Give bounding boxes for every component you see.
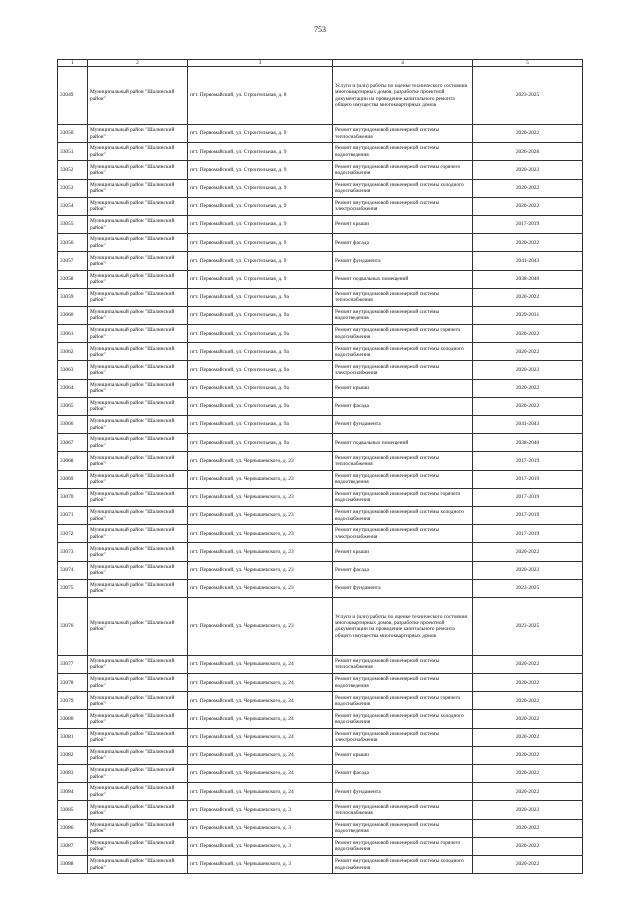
- municipal-district-cell: Муниципальный район "Шалинский район": [88, 674, 188, 692]
- table-row: [58, 710, 583, 728]
- municipal-district-cell: Муниципальный район "Шалинский район": [88, 783, 188, 801]
- page-number: 753: [314, 25, 326, 34]
- address-cell: пгт. Первомайский, ул. Чернышевского, д. 23: [188, 470, 333, 488]
- period-cell: 2017-2019: [473, 506, 583, 524]
- municipal-district-cell: Муниципальный район "Шалинский район": [88, 397, 188, 415]
- row-number-cell: 33081: [58, 728, 88, 746]
- work-type-cell: Ремонт внутридомовой инженерной системы электроснабжения: [333, 525, 473, 543]
- address-cell: пгт. Первомайский, ул. Строительная, д. 9: [188, 215, 333, 233]
- table-row: [58, 306, 583, 324]
- work-type-cell: Ремонт внутридомовой инженерной системы электроснабжения: [333, 728, 473, 746]
- table-row: [58, 67, 583, 125]
- table-row: [58, 837, 583, 855]
- address-cell: пгт. Первомайский, ул. Чернышевского, д. 24: [188, 746, 333, 764]
- address-cell: пгт. Первомайский, ул. Чернышевского, д. 23: [188, 543, 333, 561]
- period-cell: 2023-2025: [473, 579, 583, 597]
- table-row: [58, 252, 583, 270]
- work-type-cell: Ремонт внутридомовой инженерной системы водоотведения: [333, 470, 473, 488]
- municipal-district-cell: Муниципальный район "Шалинский район": [88, 215, 188, 233]
- address-cell: пгт. Первомайский, ул. Чернышевского, д. 23: [188, 452, 333, 470]
- row-number-cell: 33052: [58, 161, 88, 179]
- municipal-district-cell: Муниципальный район "Шалинский район": [88, 125, 188, 143]
- municipal-district-cell: Муниципальный район "Шалинский район": [88, 325, 188, 343]
- row-number-cell: 33063: [58, 361, 88, 379]
- table-row: [58, 855, 583, 873]
- row-number-cell: 33058: [58, 270, 88, 288]
- work-type-cell: Услуги и (или) работы по оценке технического состояния многоквартирных домов, разработке проектной документации на проведение капитального ремонта общего имущества многоквартирных домов: [333, 597, 473, 655]
- table-row: [58, 543, 583, 561]
- municipal-district-cell: Муниципальный район "Шалинский район": [88, 306, 188, 324]
- work-type-cell: Ремонт внутридомовой инженерной системы холодного водоснабжения: [333, 343, 473, 361]
- table-row: [58, 416, 583, 434]
- period-cell: 2020-2022: [473, 543, 583, 561]
- address-cell: пгт. Первомайский, ул. Чернышевского, д. 23: [188, 506, 333, 524]
- period-cell: 2038-2040: [473, 434, 583, 452]
- municipal-district-cell: Муниципальный район "Шалинский район": [88, 270, 188, 288]
- municipal-district-cell: Муниципальный район "Шалинский район": [88, 728, 188, 746]
- row-number-cell: 33065: [58, 397, 88, 415]
- row-number-cell: 33085: [58, 801, 88, 819]
- table-row: [58, 125, 583, 143]
- row-number-cell: 33071: [58, 506, 88, 524]
- work-type-cell: Ремонт фундамента: [333, 783, 473, 801]
- address-cell: пгт. Первомайский, ул. Строительная, д. 9а: [188, 361, 333, 379]
- address-cell: пгт. Первомайский, ул. Строительная, д. 9а: [188, 379, 333, 397]
- row-number-cell: 33082: [58, 746, 88, 764]
- row-number-cell: 33053: [58, 179, 88, 197]
- period-cell: 2041-2043: [473, 416, 583, 434]
- row-number-cell: 33088: [58, 855, 88, 873]
- row-number-cell: 33069: [58, 470, 88, 488]
- work-type-cell: Ремонт внутридомовой инженерной системы холодного водоснабжения: [333, 855, 473, 873]
- row-number-cell: 33077: [58, 655, 88, 673]
- period-cell: 2017-2019: [473, 488, 583, 506]
- row-number-cell: 33050: [58, 125, 88, 143]
- address-cell: пгт. Первомайский, ул. Чернышевского, д. 24: [188, 655, 333, 673]
- row-number-cell: 33068: [58, 452, 88, 470]
- municipal-district-cell: Муниципальный район "Шалинский район": [88, 837, 188, 855]
- address-cell: пгт. Первомайский, ул. Чернышевского, д. 24: [188, 710, 333, 728]
- table-row: [58, 746, 583, 764]
- address-cell: пгт. Первомайский, ул. Чернышевского, д. 23: [188, 525, 333, 543]
- table-row: [58, 234, 583, 252]
- table-header-row: [58, 60, 583, 67]
- address-cell: пгт. Первомайский, ул. Строительная, д. 9: [188, 143, 333, 161]
- address-cell: пгт. Первомайский, ул. Чернышевского, д. 23: [188, 561, 333, 579]
- municipal-district-cell: Муниципальный район "Шалинский район": [88, 434, 188, 452]
- table-row: [58, 728, 583, 746]
- row-number-cell: 33070: [58, 488, 88, 506]
- municipal-district-cell: Муниципальный район "Шалинский район": [88, 579, 188, 597]
- municipal-district-cell: Муниципальный район "Шалинский район": [88, 692, 188, 710]
- municipal-district-cell: Муниципальный район "Шалинский район": [88, 746, 188, 764]
- work-type-cell: Ремонт внутридомовой инженерной системы теплоснабжения: [333, 125, 473, 143]
- work-type-cell: Ремонт внутридомовой инженерной системы водоотведения: [333, 143, 473, 161]
- address-cell: пгт. Первомайский, ул. Чернышевского, д. 23: [188, 579, 333, 597]
- row-number-cell: 33084: [58, 783, 88, 801]
- period-cell: 2020-2022: [473, 234, 583, 252]
- period-cell: 2023-2025: [473, 67, 583, 125]
- table-row: [58, 470, 583, 488]
- period-cell: 2020-2022: [473, 179, 583, 197]
- row-number-cell: 33061: [58, 325, 88, 343]
- municipal-district-cell: Муниципальный район "Шалинский район": [88, 161, 188, 179]
- table-row: [58, 561, 583, 579]
- row-number-cell: 33072: [58, 525, 88, 543]
- municipal-district-cell: Муниципальный район "Шалинский район": [88, 234, 188, 252]
- address-cell: пгт. Первомайский, ул. Чернышевского, д. 3: [188, 801, 333, 819]
- address-cell: пгт. Первомайский, ул. Строительная, д. 9а: [188, 343, 333, 361]
- period-cell: 2020-2022: [473, 161, 583, 179]
- municipal-district-cell: Муниципальный район "Шалинский район": [88, 655, 188, 673]
- address-cell: пгт. Первомайский, ул. Строительная, д. 9: [188, 161, 333, 179]
- work-type-cell: Ремонт крыши: [333, 746, 473, 764]
- work-type-cell: Ремонт подвальных помещений: [333, 270, 473, 288]
- work-type-cell: Ремонт фасада: [333, 234, 473, 252]
- row-number-cell: 33073: [58, 543, 88, 561]
- column-header: 4: [333, 60, 473, 67]
- period-cell: 2020-2022: [473, 361, 583, 379]
- row-number-cell: 33057: [58, 252, 88, 270]
- repair-schedule-table: [57, 59, 583, 874]
- address-cell: пгт. Первомайский, ул. Строительная, д. 9а: [188, 306, 333, 324]
- period-cell: 2017-2019: [473, 215, 583, 233]
- table-row: [58, 215, 583, 233]
- work-type-cell: Ремонт внутридомовой инженерной системы горячего водоснабжения: [333, 692, 473, 710]
- row-number-cell: 33083: [58, 765, 88, 783]
- period-cell: 2020-2022: [473, 655, 583, 673]
- work-type-cell: Ремонт внутридомовой инженерной системы горячего водоснабжения: [333, 161, 473, 179]
- table-row: [58, 597, 583, 655]
- row-number-cell: 33059: [58, 288, 88, 306]
- address-cell: пгт. Первомайский, ул. Строительная, д. 9: [188, 234, 333, 252]
- row-number-cell: 33079: [58, 692, 88, 710]
- work-type-cell: Ремонт внутридомовой инженерной системы горячего водоснабжения: [333, 325, 473, 343]
- row-number-cell: 33064: [58, 379, 88, 397]
- column-header: 1: [58, 60, 88, 67]
- period-cell: 2017-2019: [473, 525, 583, 543]
- municipal-district-cell: Муниципальный район "Шалинский район": [88, 416, 188, 434]
- row-number-cell: 33066: [58, 416, 88, 434]
- table-row: [58, 692, 583, 710]
- table-row: [58, 801, 583, 819]
- work-type-cell: Ремонт фасада: [333, 397, 473, 415]
- work-type-cell: Ремонт внутридомовой инженерной системы водоотведения: [333, 819, 473, 837]
- address-cell: пгт. Первомайский, ул. Чернышевского, д. 3: [188, 837, 333, 855]
- period-cell: 2041-2043: [473, 252, 583, 270]
- municipal-district-cell: Муниципальный район "Шалинский район": [88, 561, 188, 579]
- period-cell: 2017-2019: [473, 452, 583, 470]
- column-header: 3: [188, 60, 333, 67]
- period-cell: 2026-2028: [473, 143, 583, 161]
- period-cell: 2020-2022: [473, 379, 583, 397]
- address-cell: пгт. Первомайский, ул. Строительная, д. 9а: [188, 325, 333, 343]
- row-number-cell: 33080: [58, 710, 88, 728]
- municipal-district-cell: Муниципальный район "Шалинский район": [88, 765, 188, 783]
- period-cell: 2017-2019: [473, 470, 583, 488]
- municipal-district-cell: Муниципальный район "Шалинский район": [88, 597, 188, 655]
- municipal-district-cell: Муниципальный район "Шалинский район": [88, 361, 188, 379]
- municipal-district-cell: Муниципальный район "Шалинский район": [88, 288, 188, 306]
- work-type-cell: Ремонт внутридомовой инженерной системы водоотведения: [333, 306, 473, 324]
- row-number-cell: 33076: [58, 597, 88, 655]
- table-row: [58, 674, 583, 692]
- table-row: [58, 819, 583, 837]
- table-row: [58, 452, 583, 470]
- municipal-district-cell: Муниципальный район "Шалинский район": [88, 252, 188, 270]
- table-row: [58, 197, 583, 215]
- period-cell: 2020-2022: [473, 728, 583, 746]
- address-cell: пгт. Первомайский, ул. Строительная, д. 9: [188, 197, 333, 215]
- municipal-district-cell: Муниципальный район "Шалинский район": [88, 855, 188, 873]
- municipal-district-cell: Муниципальный район "Шалинский район": [88, 470, 188, 488]
- table-row: [58, 488, 583, 506]
- work-type-cell: Ремонт крыши: [333, 543, 473, 561]
- period-cell: 2023-2025: [473, 597, 583, 655]
- address-cell: пгт. Первомайский, ул. Чернышевского, д. 24: [188, 674, 333, 692]
- work-type-cell: Ремонт фундамента: [333, 579, 473, 597]
- work-type-cell: Ремонт фундамента: [333, 252, 473, 270]
- address-cell: пгт. Первомайский, ул. Чернышевского, д. 24: [188, 692, 333, 710]
- row-number-cell: 33062: [58, 343, 88, 361]
- table-row: [58, 397, 583, 415]
- address-cell: пгт. Первомайский, ул. Строительная, д. 9: [188, 179, 333, 197]
- work-type-cell: Ремонт крыши: [333, 379, 473, 397]
- period-cell: 2020-2022: [473, 692, 583, 710]
- work-type-cell: Ремонт внутридомовой инженерной системы горячего водоснабжения: [333, 488, 473, 506]
- period-cell: 2020-2022: [473, 801, 583, 819]
- period-cell: 2020-2022: [473, 855, 583, 873]
- municipal-district-cell: Муниципальный район "Шалинский район": [88, 143, 188, 161]
- municipal-district-cell: Муниципальный район "Шалинский район": [88, 379, 188, 397]
- municipal-district-cell: Муниципальный район "Шалинский район": [88, 506, 188, 524]
- table-row: [58, 434, 583, 452]
- address-cell: пгт. Первомайский, ул. Строительная, д. 9а: [188, 397, 333, 415]
- address-cell: пгт. Первомайский, ул. Чернышевского, д. 24: [188, 765, 333, 783]
- period-cell: 2020-2022: [473, 765, 583, 783]
- table-row: [58, 343, 583, 361]
- period-cell: 2020-2022: [473, 125, 583, 143]
- work-type-cell: Ремонт внутридомовой инженерной системы горячего водоснабжения: [333, 837, 473, 855]
- period-cell: 2020-2022: [473, 197, 583, 215]
- address-cell: пгт. Первомайский, ул. Строительная, д. 9а: [188, 288, 333, 306]
- period-cell: 2020-2022: [473, 819, 583, 837]
- work-type-cell: Ремонт внутридомовой инженерной системы электроснабжения: [333, 361, 473, 379]
- table-row: [58, 361, 583, 379]
- period-cell: 2020-2022: [473, 325, 583, 343]
- work-type-cell: Ремонт внутридомовой инженерной системы холодного водоснабжения: [333, 710, 473, 728]
- municipal-district-cell: Муниципальный район "Шалинский район": [88, 801, 188, 819]
- period-cell: 2020-2022: [473, 746, 583, 764]
- row-number-cell: 33055: [58, 215, 88, 233]
- municipal-district-cell: Муниципальный район "Шалинский район": [88, 197, 188, 215]
- table-row: [58, 579, 583, 597]
- work-type-cell: Ремонт крыши: [333, 215, 473, 233]
- work-type-cell: Ремонт внутридомовой инженерной системы теплоснабжения: [333, 655, 473, 673]
- work-type-cell: Ремонт подвальных помещений: [333, 434, 473, 452]
- table-row: [58, 379, 583, 397]
- row-number-cell: 33060: [58, 306, 88, 324]
- municipal-district-cell: Муниципальный район "Шалинский район": [88, 525, 188, 543]
- row-number-cell: 33087: [58, 837, 88, 855]
- municipal-district-cell: Муниципальный район "Шалинский район": [88, 452, 188, 470]
- address-cell: пгт. Первомайский, ул. Чернышевского, д. 23: [188, 488, 333, 506]
- address-cell: пгт. Первомайский, ул. Чернышевского, д. 24: [188, 783, 333, 801]
- row-number-cell: 33074: [58, 561, 88, 579]
- period-cell: 2020-2022: [473, 343, 583, 361]
- period-cell: 2020-2022: [473, 710, 583, 728]
- column-header: 2: [88, 60, 188, 67]
- work-type-cell: Ремонт внутридомовой инженерной системы холодного водоснабжения: [333, 179, 473, 197]
- period-cell: 2020-2022: [473, 288, 583, 306]
- table-row: [58, 143, 583, 161]
- work-type-cell: Ремонт внутридомовой инженерной системы теплоснабжения: [333, 452, 473, 470]
- table-row: [58, 783, 583, 801]
- row-number-cell: 33049: [58, 67, 88, 125]
- municipal-district-cell: Муниципальный район "Шалинский район": [88, 67, 188, 125]
- work-type-cell: Ремонт фасада: [333, 561, 473, 579]
- municipal-district-cell: Муниципальный район "Шалинский район": [88, 343, 188, 361]
- work-type-cell: Услуги и (или) работы по оценке технического состояния многоквартирных домов, разработке проектной документации на проведение капитального ремонта общего имущества многоквартирных домов: [333, 67, 473, 125]
- period-cell: 2020-2022: [473, 837, 583, 855]
- table-row: [58, 325, 583, 343]
- table-row: [58, 288, 583, 306]
- column-header: 5: [473, 60, 583, 67]
- address-cell: пгт. Первомайский, ул. Строительная, д. 9: [188, 252, 333, 270]
- address-cell: пгт. Первомайский, ул. Чернышевского, д. 23: [188, 597, 333, 655]
- table-row: [58, 161, 583, 179]
- table-row: [58, 655, 583, 673]
- period-cell: 2020-2022: [473, 783, 583, 801]
- work-type-cell: Ремонт внутридомовой инженерной системы электроснабжения: [333, 197, 473, 215]
- row-number-cell: 33051: [58, 143, 88, 161]
- period-cell: 2020-2022: [473, 397, 583, 415]
- work-type-cell: Ремонт внутридомовой инженерной системы холодного водоснабжения: [333, 506, 473, 524]
- row-number-cell: 33067: [58, 434, 88, 452]
- work-type-cell: Ремонт внутридомовой инженерной системы теплоснабжения: [333, 288, 473, 306]
- address-cell: пгт. Первомайский, ул. Строительная, д. 9а: [188, 434, 333, 452]
- address-cell: пгт. Первомайский, ул. Чернышевского, д. 3: [188, 855, 333, 873]
- work-type-cell: Ремонт внутридомовой инженерной системы водоотведения: [333, 674, 473, 692]
- table-row: [58, 525, 583, 543]
- address-cell: пгт. Первомайский, ул. Строительная, д. 9: [188, 270, 333, 288]
- row-number-cell: 33086: [58, 819, 88, 837]
- work-type-cell: Ремонт фундамента: [333, 416, 473, 434]
- address-cell: пгт. Первомайский, ул. Строительная, д. 8: [188, 67, 333, 125]
- period-cell: 2020-2022: [473, 674, 583, 692]
- municipal-district-cell: Муниципальный район "Шалинский район": [88, 819, 188, 837]
- municipal-district-cell: Муниципальный район "Шалинский район": [88, 543, 188, 561]
- work-type-cell: Ремонт внутридомовой инженерной системы теплоснабжения: [333, 801, 473, 819]
- address-cell: пгт. Первомайский, ул. Чернышевского, д. 3: [188, 819, 333, 837]
- row-number-cell: 33054: [58, 197, 88, 215]
- period-cell: 2020-2022: [473, 561, 583, 579]
- row-number-cell: 33075: [58, 579, 88, 597]
- table-row: [58, 179, 583, 197]
- period-cell: 2029-2031: [473, 306, 583, 324]
- address-cell: пгт. Первомайский, ул. Строительная, д. 9а: [188, 416, 333, 434]
- address-cell: пгт. Первомайский, ул. Строительная, д. 9: [188, 125, 333, 143]
- work-type-cell: Ремонт фасада: [333, 765, 473, 783]
- address-cell: пгт. Первомайский, ул. Чернышевского, д. 24: [188, 728, 333, 746]
- municipal-district-cell: Муниципальный район "Шалинский район": [88, 488, 188, 506]
- municipal-district-cell: Муниципальный район "Шалинский район": [88, 710, 188, 728]
- period-cell: 2038-2040: [473, 270, 583, 288]
- row-number-cell: 33056: [58, 234, 88, 252]
- table-row: [58, 765, 583, 783]
- municipal-district-cell: Муниципальный район "Шалинский район": [88, 179, 188, 197]
- table-row: [58, 506, 583, 524]
- table-row: [58, 270, 583, 288]
- row-number-cell: 33078: [58, 674, 88, 692]
